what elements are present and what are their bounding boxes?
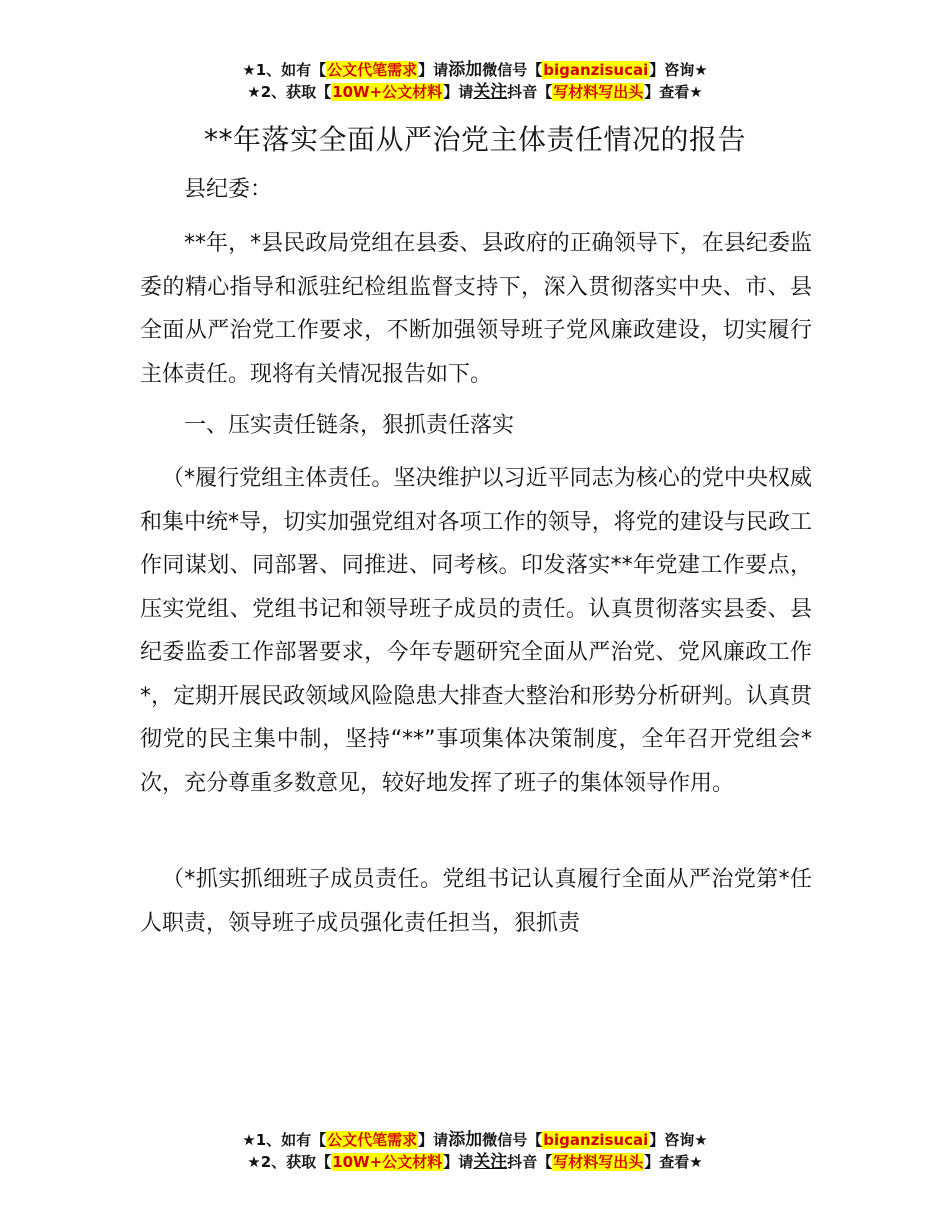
banner-emphasis: 关注 bbox=[473, 82, 508, 102]
banner-line-2 bbox=[0, 81, 950, 103]
section-heading: 一、压实责任链条，狠抓责任落实 bbox=[184, 413, 515, 438]
salutation: 县纪委： bbox=[184, 177, 273, 202]
top-banner bbox=[0, 59, 950, 103]
banner-text: 】请 bbox=[418, 1131, 449, 1149]
body-paragraph: （*抓实抓细班子成员责任。党组书记认真履行全面从严治党第*任人职责，领导班子成员强化责任担当，狠抓责 bbox=[140, 867, 812, 936]
banner-text: 】请 bbox=[443, 83, 474, 101]
banner-text: 抖音【 bbox=[507, 1153, 553, 1171]
banner-text: 抖音【 bbox=[507, 83, 553, 101]
banner-text: 】请 bbox=[418, 61, 449, 79]
banner-text: 微信号【 bbox=[482, 61, 543, 79]
banner-highlight: 公文代笔需求 bbox=[327, 61, 418, 79]
body-paragraph: （*履行党组主体责任。坚决维护以习近平同志为核心的党中央权威和集中统*导，切实加强党组对各项工作的领导，将党的建设与民政工作同谋划、同部署、同推进、同考核。印发落实**年党建工作要点，压实党组、党组书记和领导班子成员的责任。认真贯彻落实县委、县纪委监委工作部署要求，今年专题研究全面从严治党、党风廉政工作*，定期开展民政领域风险隐患大排查大整治和形势分析研判。认真贯彻党的民主集中制，坚持“**”事项集体决策制度，全年召开党组会*次，充分尊重多数意见，较好地发挥了班子的集体领导作用。 bbox=[140, 466, 812, 796]
banner-text: ★2、获取【 bbox=[247, 1153, 332, 1171]
banner-emphasis: 添加 bbox=[448, 60, 483, 80]
banner-highlight: biganzisucai bbox=[543, 61, 649, 79]
body-paragraph: **年，*县民政局党组在县委、县政府的正确领导下，在县纪委监委的精心指导和派驻纪检组监督支持下，深入贯彻落实中央、市、县全面从严治党工作要求，不断加强领导班子党风廉政建设，切实履行主体责任。现将有关情况报告如下。 bbox=[140, 231, 812, 387]
banner-text: 】查看★ bbox=[644, 83, 703, 101]
banner-text: 微信号【 bbox=[482, 1131, 543, 1149]
banner-highlight: 写材料写出头 bbox=[553, 1153, 644, 1171]
banner-highlight: 公文代笔需求 bbox=[327, 1131, 418, 1149]
banner-line-1 bbox=[0, 59, 950, 81]
banner-highlight: 10W+公文材料 bbox=[332, 1153, 443, 1171]
banner-text: ★1、如有【 bbox=[242, 61, 327, 79]
bottom-banner bbox=[0, 1129, 950, 1173]
banner-highlight: 10W+公文材料 bbox=[332, 83, 443, 101]
document-title: **年落实全面从严治党主体责任情况的报告 bbox=[203, 123, 746, 156]
banner-text: 】咨询★ bbox=[649, 1131, 708, 1149]
banner-text: ★1、如有【 bbox=[242, 1131, 327, 1149]
banner-text: 】请 bbox=[443, 1153, 474, 1171]
banner-line-1 bbox=[0, 1129, 950, 1151]
banner-line-2 bbox=[0, 1151, 950, 1173]
banner-emphasis: 添加 bbox=[448, 1130, 483, 1150]
banner-highlight: 写材料写出头 bbox=[553, 83, 644, 101]
banner-highlight: biganzisucai bbox=[543, 1131, 649, 1149]
banner-text: 】查看★ bbox=[644, 1153, 703, 1171]
banner-emphasis: 关注 bbox=[473, 1152, 508, 1172]
banner-text: 】咨询★ bbox=[649, 61, 708, 79]
banner-text: ★2、获取【 bbox=[247, 83, 332, 101]
